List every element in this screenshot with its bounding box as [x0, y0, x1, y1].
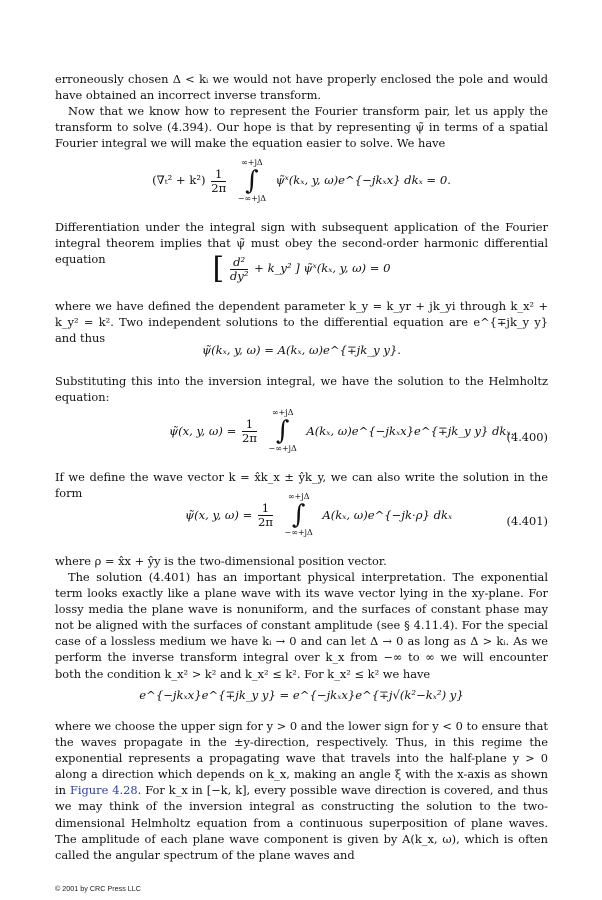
eq5-lower-limit: −∞+jΔ	[284, 528, 313, 537]
paragraph-7b: The solution (4.401) has an important physical interpretation. The exponential term looks exactly like a plane wave with its wave vector lying in the xy-plane. For lossy media the plane wave is nonuniform, and the surfaces of constant phase may not be aligned with the surfaces of constant amplitude (see § 4.11.4). For the special case of a lossless medium we have kᵢ → 0 and can let Δ → 0 as long as Δ > kᵢ. As we perform the inverse transform integral over k_x from −∞ to ∞ we will encounter both the condition k_x² > k² and k_x² ≤ k². For k_x² ≤ k² we have	[55, 570, 548, 681]
eq1-lower-limit: −∞+jΔ	[237, 194, 267, 203]
integral-sign-icon: ∫	[291, 500, 306, 530]
eq4-lhs: ψ̃(x, y, ω) =	[169, 424, 237, 438]
eq1-upper-limit: ∞+jΔ	[241, 158, 263, 167]
figure-link[interactable]: Figure 4.28	[69, 783, 138, 798]
eq1-frac-num: 1	[211, 168, 226, 182]
paragraph-8	[55, 718, 548, 863]
paragraph-2: Now that we know how to represent the Fourier transform pair, let us apply the transform to solve (4.394). Our hope is that by representing ψ̃ in terms of a spatial Fourier integral we will make the equation easier to solve. We have	[55, 104, 548, 151]
eq5-body: A(kₓ, ω)e^{−jk·ρ} dkₓ	[322, 508, 453, 522]
eq5-frac-num: 1	[258, 502, 273, 516]
paragraph-4: where we have defined the dependent parameter k_y = k_yr + jk_yi through k_x² + k_y² = k². Two independent solutions to the differential equation are e^{∓jk_y y} and thus	[55, 299, 548, 346]
equation-solution-form: ψ̃(kₓ, y, ω) = A(kₓ, ω)e^{∓jk_y y}.	[202, 343, 401, 357]
eq1-integral	[232, 158, 272, 204]
eq4-frac-den: 2π	[241, 430, 257, 445]
equation-propagating: e^{−jkₓx}e^{∓jk_y y} = e^{−jkₓx}e^{∓j√(k²−kₓ²) y}	[139, 688, 464, 702]
paragraph-7a: where ρ = x̂x + ŷy is the two-dimensional position vector.	[55, 554, 387, 568]
paragraph-1: erroneously chosen Δ < kᵢ we would not have properly enclosed the pole and would have obtained an incorrect inverse transform.	[55, 72, 548, 103]
paragraph-5: Substituting this into the inversion integral, we have the solution to the Helmholtz equation:	[55, 374, 548, 405]
eq4-frac-num: 1	[242, 418, 257, 432]
paragraph-8-text-a: where we choose the upper sign for y > 0 and the lower sign for y < 0 to ensure that the waves propagate in the ±y-direction, respectively. Thus, in this regime the exponential represents a propagating wave that travels into the half-plane y > 0 along a direction which depends on k_x, making an angle ξ with the x-axis as shown in	[55, 719, 548, 798]
eq2-frac-num: d²	[230, 256, 249, 270]
eq5-fraction	[258, 502, 273, 529]
equation-number-4401: (4.401)	[506, 514, 548, 528]
eq5-frac-den: 2π	[257, 514, 273, 529]
paragraph-6: If we define the wave vector k = x̂k_x ± ŷk_y, we can also write the solution in the form	[55, 470, 548, 501]
equation-integral-zero	[55, 158, 548, 204]
eq2-fraction	[230, 256, 249, 283]
eq1-body: ψ̃ˣ(kₓ, y, ω)e^{−jkₓx} dkₓ = 0.	[275, 173, 451, 187]
integral-sign-icon: ∫	[245, 166, 259, 196]
equation-harmonic	[55, 251, 548, 286]
left-bracket-icon: [	[212, 251, 225, 286]
paragraph-3: Differentiation under the integral sign with subsequent application of the Fourier integral theorem implies that ψ̃ must obey the second-order harmonic differential equation	[55, 220, 548, 267]
eq5-lhs: ψ̃(x, y, ω) =	[185, 508, 253, 522]
eq1-prefix: (∇ₜ² + k²)	[152, 173, 206, 187]
eq4-upper-limit: ∞+jΔ	[271, 408, 294, 417]
eq2-frac-den: dy²	[229, 268, 249, 283]
eq4-body: A(kₓ, ω)e^{−jkₓx}e^{∓jk_y y} dkₓ.	[306, 424, 515, 438]
eq4-lower-limit: −∞+jΔ	[268, 444, 297, 453]
eq1-fraction	[211, 168, 226, 195]
copyright-footer: © 2001 by CRC Press LLC	[55, 884, 141, 893]
eq4-integral	[263, 408, 303, 454]
eq5-integral	[279, 492, 319, 538]
eq2-body: + k_y² ] ψ̃ˣ(kₓ, y, ω) = 0	[254, 261, 391, 275]
equation-number-4400: (4.400)	[506, 430, 548, 444]
eq5-upper-limit: ∞+jΔ	[287, 492, 310, 501]
eq4-fraction	[242, 418, 257, 445]
integral-sign-icon: ∫	[275, 416, 290, 446]
paragraph-8-text-b: . For k_x in [−k, k], every possible wave direction is covered, and thus we may think of the inversion integral as constructing the solution to the two-dimensional Helmholtz equation from a continuous superposition of plane waves. The amplitude of each plane wave component is given by A(k_x, ω), which is often called the angular spectrum of the plane waves and	[55, 783, 549, 862]
eq1-frac-den: 2π	[211, 180, 227, 195]
